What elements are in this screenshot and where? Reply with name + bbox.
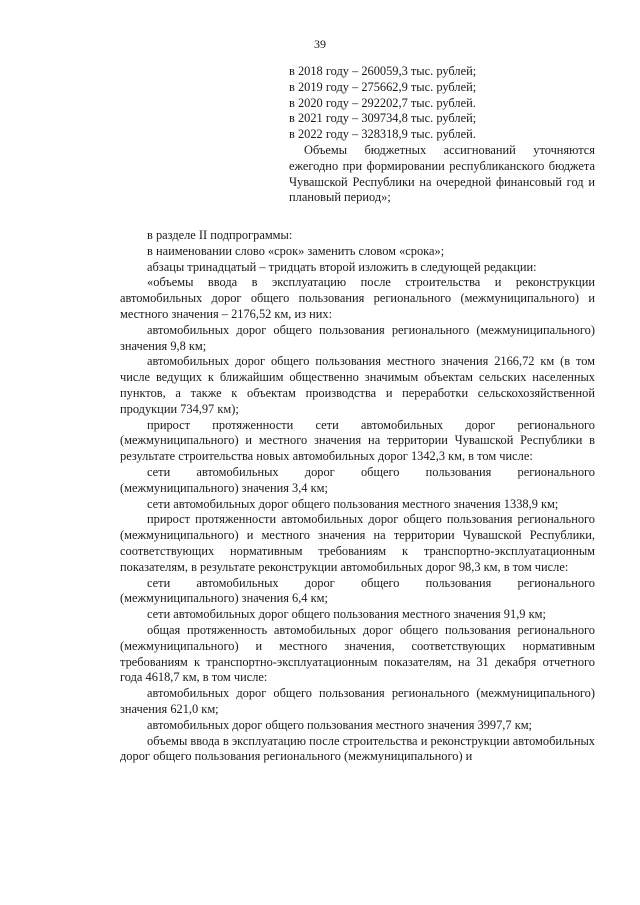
funding-note: Объемы бюджетных ассигнований уточняются ежегодно при формировании республиканского бюджета Чувашской Республики на очередной финансовый год и плановый период»; [289,142,595,205]
paragraph: общая протяженность автомобильных дорог общего пользования регионального (межмуниципального) и местного значения, соответствующих нормативным требованиям к транспортно-эксплуатационным показателям, на 31 декабря отчетного года 4618,7 км, в том числе: [120,622,595,685]
paragraph: абзацы тринадцатый – тридцать второй изложить в следующей редакции: [147,259,537,274]
funding-line: в 2019 году – 275662,9 тыс. рублей; [289,79,477,94]
funding-line: в 2018 году – 260059,3 тыс. рублей; [289,64,477,78]
funding-line: в 2022 году – 328318,9 тыс. рублей. [289,127,476,142]
paragraph: сети автомобильных дорог общего пользования регионального (межмуниципального) значения 3,4 км; [120,464,595,495]
funding-line: в 2020 году – 292202,7 тыс. рублей. [289,95,476,110]
paragraph: автомобильных дорог общего пользования местного значения 2166,72 км (в том числе ведущих к ближайшим общественно значимым объектам сельских населенных пунктов, а также к объектам производства и переработки сельскохозяйственной продукции 734,97 км); [120,354,595,416]
paragraph: автомобильных дорог общего пользования местного значения 3997,7 км; [147,717,532,732]
paragraph: в наименовании слово «срок» заменить словом «срока»; [147,243,445,258]
paragraph: объемы ввода в эксплуатацию после строительства и реконструкции автомобильных дорог общего пользования регионального (межмуниципального) и [120,733,595,764]
page-number: 39 [314,37,326,51]
paragraph: сети автомобильных дорог общего пользования регионального (межмуниципального) значения 6,4 км; [120,575,595,606]
paragraph: в разделе II подпрограммы: [147,228,293,242]
paragraph: прирост протяженности сети автомобильных дорог регионального (межмуниципального) и местного значения на территории Чувашской Республики в результате строительства новых автомобильных дорог 1342,3 км, в том числе: [120,417,595,464]
paragraph: автомобильных дорог общего пользования регионального (межмуниципального) значения 621,0 км; [120,686,595,716]
paragraph: прирост протяженности автомобильных дорог общего пользования регионального (межмуниципального) и местного значения на территории Чувашской Республики, соответствующих нормативным требованиям к транспортно-эксплуатационным показателям, в результате реконструкции автомобильных дорог 98,3 км, в том числе: [120,512,595,574]
paragraph: сети автомобильных дорог общего пользования местного значения 1338,9 км; [147,496,559,511]
paragraph: сети автомобильных дорог общего пользования местного значения 91,9 км; [147,607,546,622]
paragraph: «объемы ввода в эксплуатацию после строительства и реконструкции автомобильных дорог общего пользования регионального (межмуниципального) и местного значения – 2176,52 км, из них: [120,275,595,321]
funding-block [289,64,595,206]
paragraph: автомобильных дорог общего пользования регионального (межмуниципального) значения 9,8 км; [120,322,595,353]
amendment-text [120,228,595,765]
funding-line: в 2021 году – 309734,8 тыс. рублей; [289,111,477,126]
